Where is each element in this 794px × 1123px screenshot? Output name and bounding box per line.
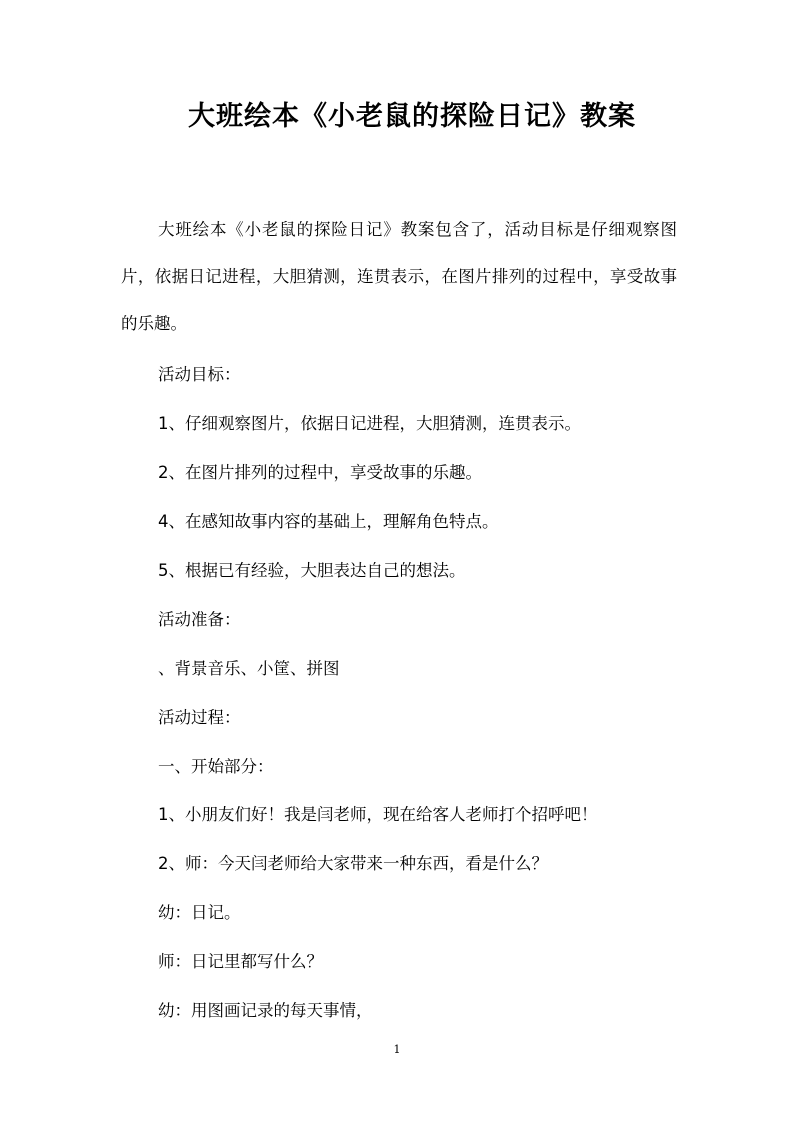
- dialogue-line: 师：日记里都写什么？: [158, 952, 323, 971]
- list-item: 2、师：今天闫老师给大家带来一种东西，看是什么？: [158, 854, 548, 873]
- list-item: 2、在图片排列的过程中，享受故事的乐趣。: [158, 463, 482, 482]
- section-heading-goals: 活动目标：: [158, 365, 241, 384]
- subsection-heading-opening: 一、开始部分：: [158, 757, 274, 776]
- page-number: 1: [393, 1043, 401, 1056]
- intro-paragraph: 大班绘本《小老鼠的探险日记》教案包含了，活动目标是仔细观察图片，依据日记进程，大胆猜测，连贯表示，在图片排列的过程中，享受故事的乐趣。: [121, 220, 677, 333]
- section-heading-process: 活动过程：: [158, 708, 241, 727]
- dialogue-line: 幼：日记。: [158, 903, 241, 922]
- list-item: 4、在感知故事内容的基础上，理解角色特点。: [158, 512, 499, 531]
- list-item: 1、小朋友们好！我是闫老师，现在给客人老师打个招呼吧！: [158, 805, 598, 824]
- list-item: 1、仔细观察图片，依据日记进程，大胆猜测，连贯表示。: [158, 414, 581, 433]
- section-heading-preparation: 活动准备：: [158, 610, 241, 629]
- document-title: 大班绘本《小老鼠的探险日记》教案: [188, 101, 636, 132]
- materials-line: 、背景音乐、小筐、拼图: [158, 659, 340, 678]
- dialogue-line: 幼：用图画记录的每天事情，: [158, 1001, 373, 1020]
- list-item: 5、根据已有经验，大胆表达自己的想法。: [158, 561, 466, 580]
